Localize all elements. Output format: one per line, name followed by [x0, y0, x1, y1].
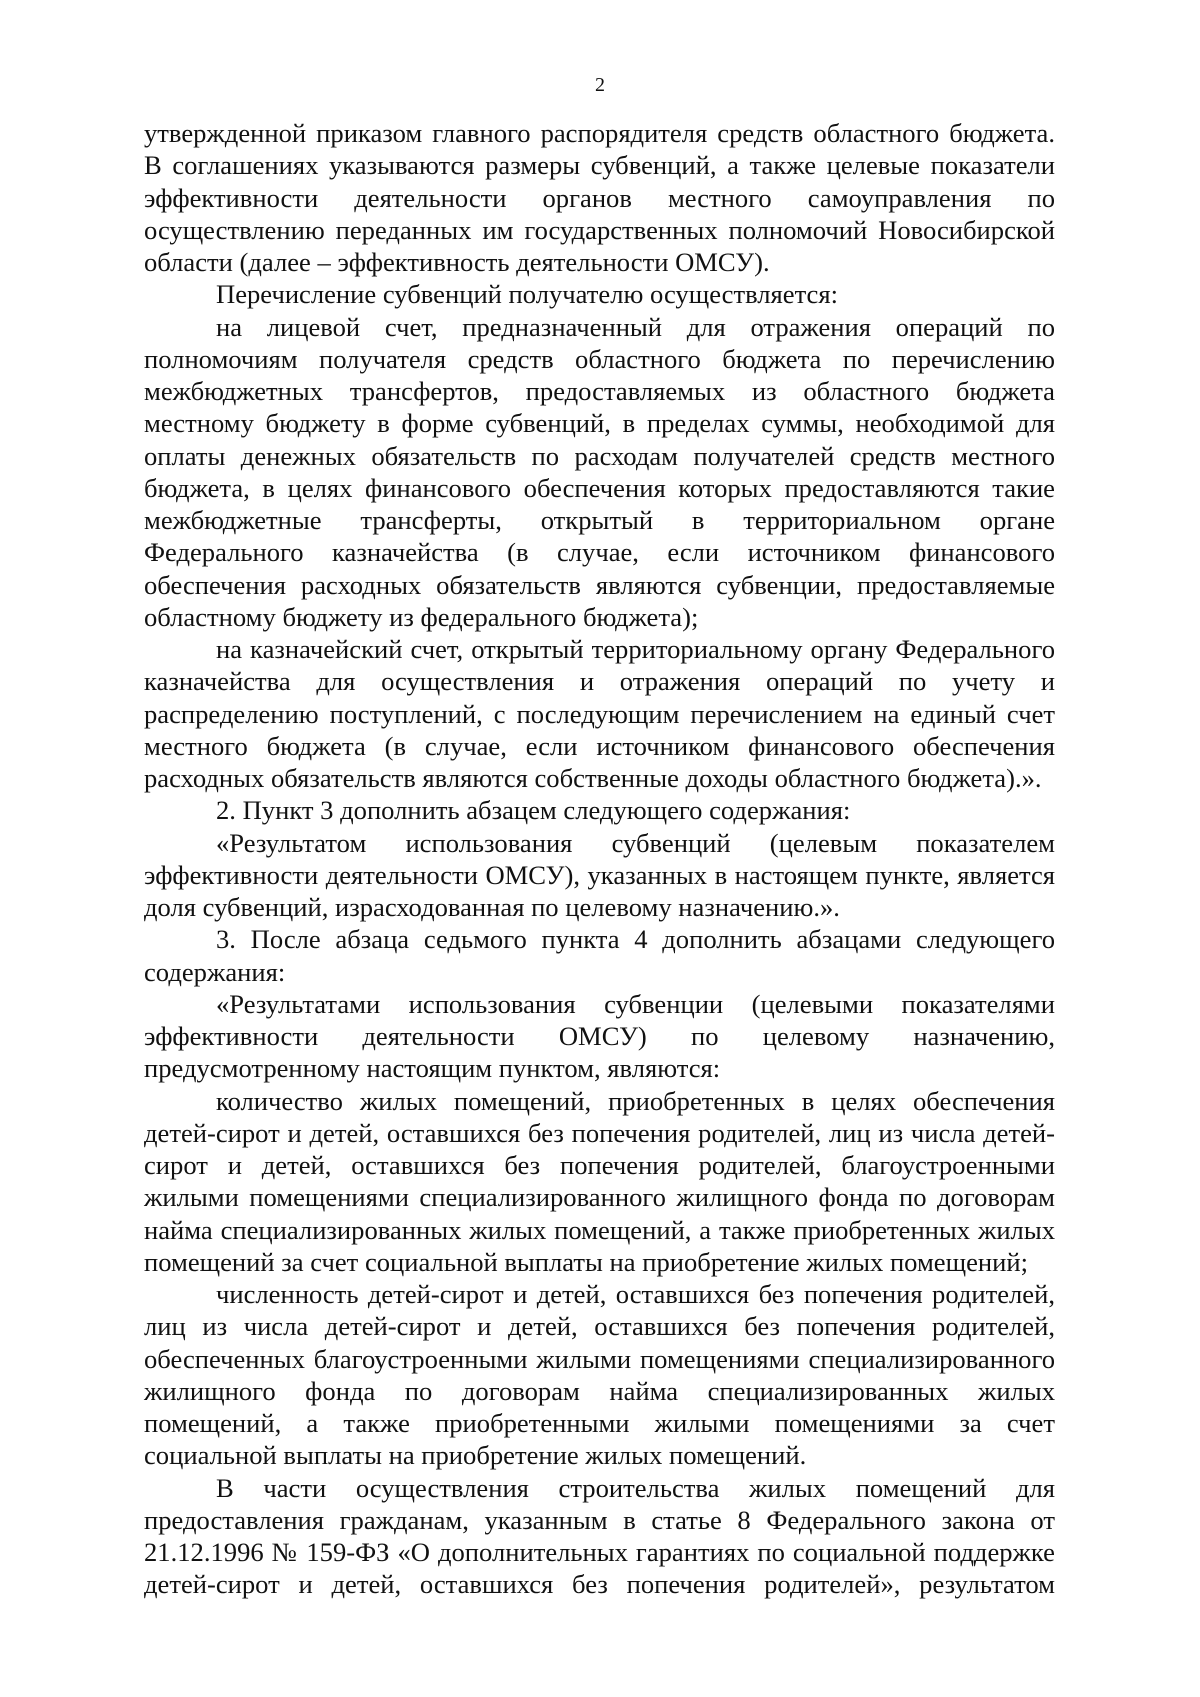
- paragraph-construction: В части осуществления строительства жилых помещений для предоставления гражданам, указанным в статье 8 Федерального закона от 21.12.1996 № 159-ФЗ «О дополнительных гарантиях по социальной поддержке детей-сирот и детей, оставшихся без попечения родителей», результатом: [144, 1472, 1055, 1600]
- page-number: 2: [595, 74, 605, 96]
- paragraph-transfer-intro: Перечисление субвенций получателю осуществляется:: [216, 279, 838, 310]
- paragraph-treasury-account: на казначейский счет, открытый территориальному органу Федерального казначейства для осуществления и отражения операций по учету и распределению поступлений, с последующим перечислением на единый счет местного бюджета (в случае, если источником финансового обеспечения расходных обязательств являются собственные доходы областного бюджета).».: [144, 634, 1055, 793]
- paragraph-item-3: 3. После абзаца седьмого пункта 4 дополнить абзацами следующего содержания:: [144, 924, 1055, 987]
- paragraph-continuation: утвержденной приказом главного распорядителя средств областного бюджета. В соглашениях указываются размеры субвенций, а также целевые показатели эффективности деятельности органов местного самоуправления по осуществлению переданных им государственных полномочий Новосибирской области (далее – эффективность деятельности ОМСУ).: [144, 118, 1055, 277]
- paragraph-item-2: 2. Пункт 3 дополнить абзацем следующего содержания:: [216, 795, 851, 826]
- paragraph-result-subventions: «Результатом использования субвенций (целевым показателем эффективности деятельности ОМСУ), указанных в настоящем пункте, является доля субвенций, израсходованная по целевому назначению.».: [144, 827, 1055, 922]
- paragraph-number-of-premises: количество жилых помещений, приобретенных в целях обеспечения детей-сирот и детей, оставшихся без попечения родителей, лиц из числа детей-сирот и детей, оставшихся без попечения родителей, благоустроенными жилыми помещениями специализированного жилищного фонда по договорам найма специализированных жилых помещений, а также приобретенных жилых помещений за счет социальной выплаты на приобретение жилых помещений;: [144, 1085, 1055, 1277]
- paragraph-results-intro: «Результатами использования субвенции (целевыми показателями эффективности деятельности ОМСУ) по целевому назначению, предусмотренному настоящим пунктом, являются:: [144, 988, 1055, 1084]
- document-body: [144, 117, 1055, 1601]
- paragraph-personal-account: на лицевой счет, предназначенный для отражения операций по полномочиям получателя средств областного бюджета по перечислению межбюджетных трансфертов, предоставляемых из областного бюджета местному бюджету в форме субвенций, в пределах суммы, необходимой для оплаты денежных обязательств по расходам получателей средств местного бюджета, в целях финансового обеспечения которых предоставляются такие межбюджетные трансферты, открытый в территориальном органе Федерального казначейства (в случае, если источником финансового обеспечения расходных обязательств являются субвенции, предоставляемые областному бюджету из федерального бюджета);: [144, 311, 1055, 632]
- paragraph-number-of-children: численность детей-сирот и детей, оставшихся без попечения родителей, лиц из числа детей-сирот и детей, оставшихся без попечения родителей, обеспеченных благоустроенными жилыми помещениями специализированного жилищного фонда по договорам найма специализированных жилых помещений, а также приобретенными жилыми помещениями за счет социальной выплаты на приобретение жилых помещений.: [144, 1279, 1055, 1471]
